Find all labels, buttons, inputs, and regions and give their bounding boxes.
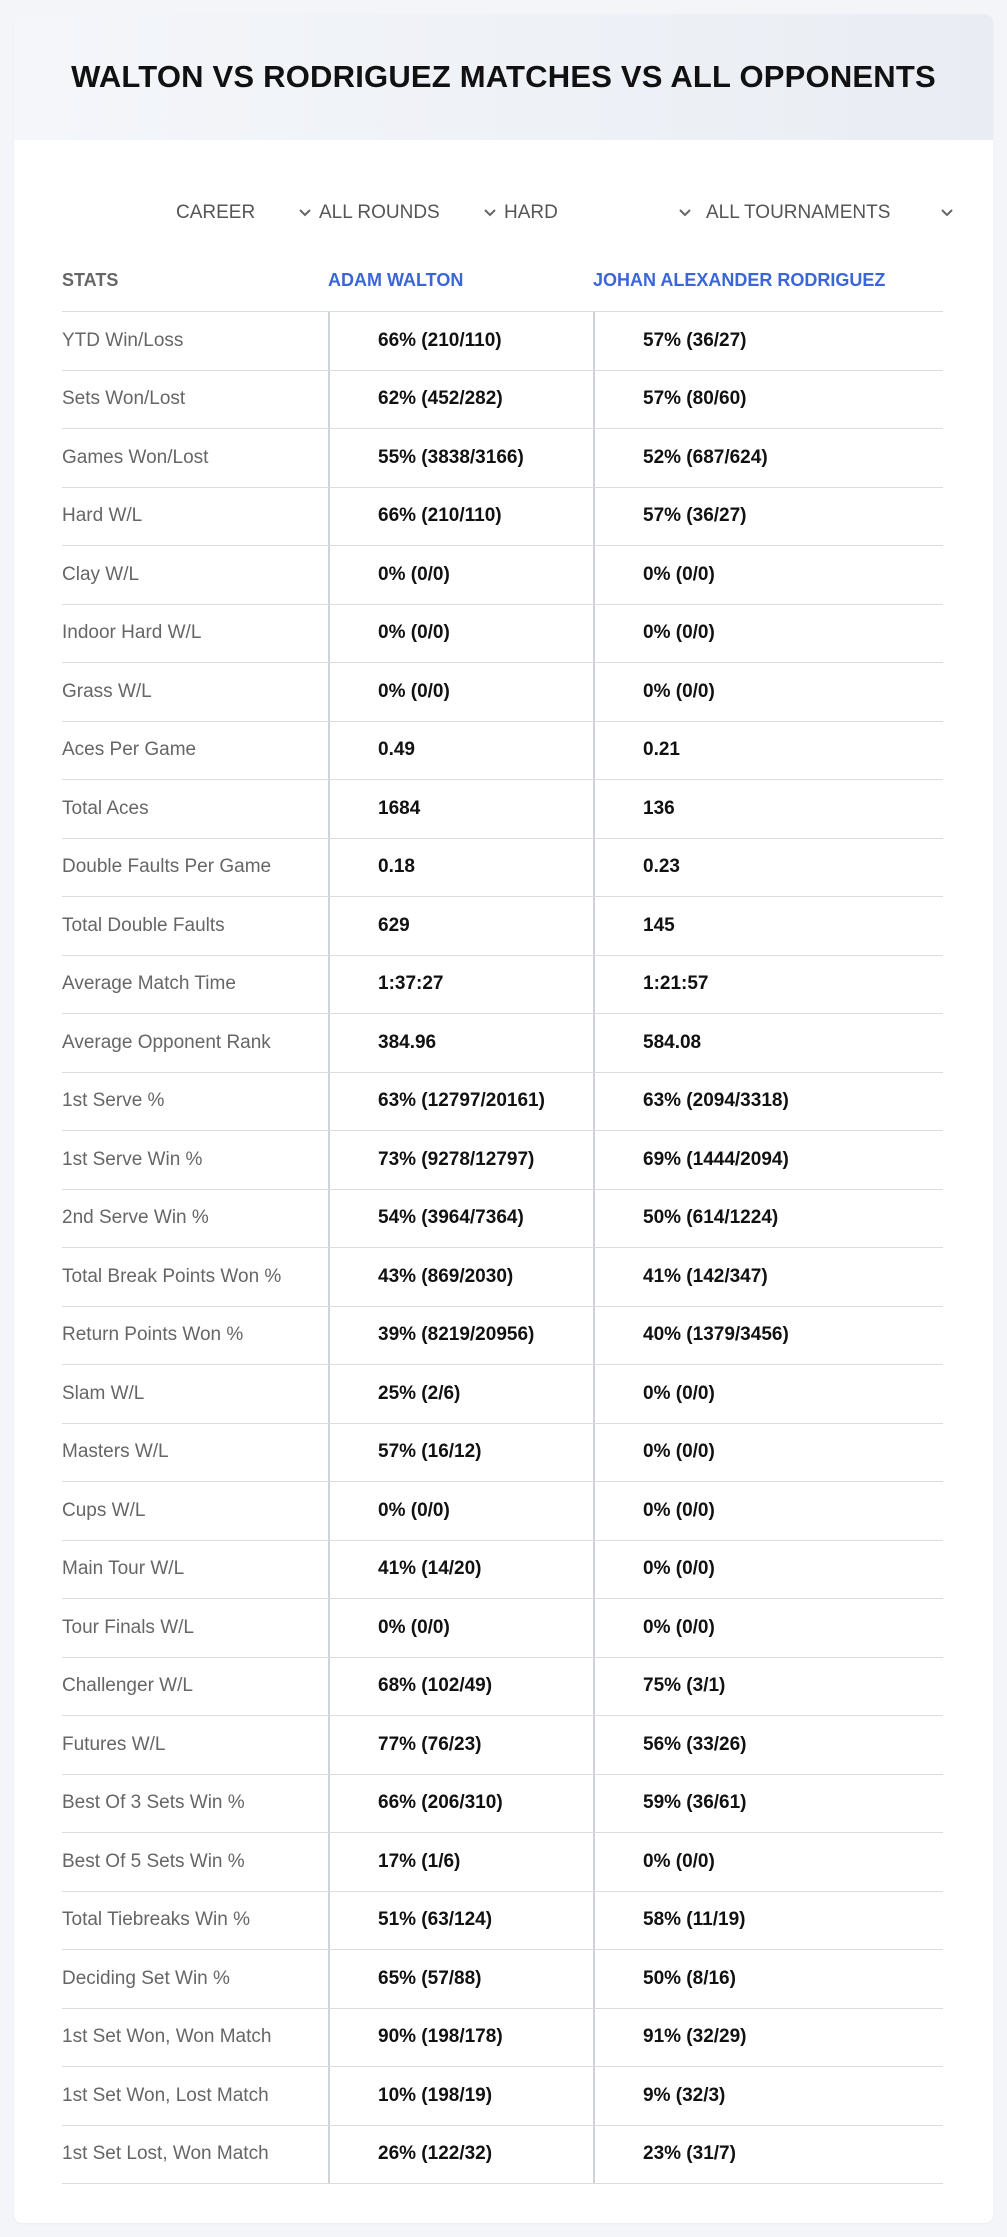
player2-value: 69% (1444/2094)	[593, 1131, 943, 1189]
stat-label: Tour Finals W/L	[62, 1616, 194, 1638]
stat-label: Aces Per Game	[62, 739, 197, 761]
tournaments-filter-select[interactable]	[706, 202, 956, 224]
table-row	[62, 546, 943, 605]
player1-value: 39% (8219/20956)	[328, 1307, 593, 1365]
stat-label: Games Won/Lost	[62, 446, 209, 468]
player1-value: 66% (210/110)	[328, 312, 593, 370]
table-row	[62, 1131, 943, 1190]
table-row	[62, 897, 943, 956]
table-row	[62, 722, 943, 781]
player2-value: 145	[593, 897, 943, 955]
player1-column-header[interactable]: ADAM WALTON	[328, 270, 464, 290]
player1-value: 43% (869/2030)	[328, 1248, 593, 1306]
player2-value: 0% (0/0)	[593, 663, 943, 721]
player2-value: 9% (32/3)	[593, 2067, 943, 2125]
career-filter-select[interactable]	[176, 202, 314, 224]
chevron-down-icon	[938, 204, 956, 222]
stat-label: Total Aces	[62, 797, 149, 819]
player1-value: 51% (63/124)	[328, 1892, 593, 1950]
table-body	[62, 312, 943, 2184]
rounds-filter-value: ALL ROUNDS	[319, 202, 440, 223]
table-row	[62, 839, 943, 898]
stat-label: 1st Serve Win %	[62, 1148, 203, 1170]
player1-value: 63% (12797/20161)	[328, 1073, 593, 1131]
table-row	[62, 371, 943, 430]
surface-filter-select[interactable]	[504, 202, 694, 224]
stat-label: Main Tour W/L	[62, 1558, 185, 1580]
table-row	[62, 1950, 943, 2009]
stat-label: Hard W/L	[62, 505, 143, 527]
player1-value: 62% (452/282)	[328, 371, 593, 429]
rounds-filter-select[interactable]	[319, 202, 499, 224]
player1-value: 1684	[328, 780, 593, 838]
stat-label: 1st Serve %	[62, 1090, 165, 1112]
player1-value: 90% (198/178)	[328, 2009, 593, 2067]
chevron-down-icon	[676, 204, 694, 222]
player2-value: 136	[593, 780, 943, 838]
player1-value: 57% (16/12)	[328, 1424, 593, 1482]
table-row	[62, 312, 943, 371]
stat-label: Indoor Hard W/L	[62, 622, 202, 644]
player1-value: 1:37:27	[328, 956, 593, 1014]
player2-value: 0% (0/0)	[593, 605, 943, 663]
table-row	[62, 2126, 943, 2185]
player1-value: 25% (2/6)	[328, 1365, 593, 1423]
player2-value: 0% (0/0)	[593, 1541, 943, 1599]
filter-bar	[14, 186, 993, 254]
table-row	[62, 1658, 943, 1717]
player1-value: 384.96	[328, 1014, 593, 1072]
player2-value: 0% (0/0)	[593, 546, 943, 604]
player1-value: 65% (57/88)	[328, 1950, 593, 2008]
stat-label: Sets Won/Lost	[62, 388, 186, 410]
player1-value: 77% (76/23)	[328, 1716, 593, 1774]
stat-label: Average Opponent Rank	[62, 1031, 271, 1053]
player1-value: 54% (3964/7364)	[328, 1190, 593, 1248]
player2-value: 584.08	[593, 1014, 943, 1072]
player1-value: 629	[328, 897, 593, 955]
stat-label: Total Break Points Won %	[62, 1265, 282, 1287]
player1-value: 17% (1/6)	[328, 1833, 593, 1891]
table-row	[62, 1307, 943, 1366]
stat-label: Grass W/L	[62, 680, 152, 702]
stat-label: Best Of 3 Sets Win %	[62, 1792, 245, 1814]
table-row	[62, 1541, 943, 1600]
player1-value: 0% (0/0)	[328, 1599, 593, 1657]
stat-label: Return Points Won %	[62, 1324, 244, 1346]
player2-value: 56% (33/26)	[593, 1716, 943, 1774]
table-row	[62, 1365, 943, 1424]
stat-label: Cups W/L	[62, 1499, 146, 1521]
table-row	[62, 1424, 943, 1483]
player2-value: 50% (614/1224)	[593, 1190, 943, 1248]
table-row	[62, 1482, 943, 1541]
stat-label: Double Faults Per Game	[62, 856, 272, 878]
stats-table	[62, 254, 943, 2184]
stat-label: YTD Win/Loss	[62, 329, 184, 351]
table-row	[62, 2009, 943, 2068]
player2-value: 57% (36/27)	[593, 312, 943, 370]
player1-value: 0.49	[328, 722, 593, 780]
player1-value: 10% (198/19)	[328, 2067, 593, 2125]
player2-value: 75% (3/1)	[593, 1658, 943, 1716]
stat-label: Total Double Faults	[62, 914, 225, 936]
stat-label: 2nd Serve Win %	[62, 1207, 209, 1229]
table-row	[62, 429, 943, 488]
stat-label: Futures W/L	[62, 1733, 166, 1755]
player2-value: 58% (11/19)	[593, 1892, 943, 1950]
player2-value: 91% (32/29)	[593, 2009, 943, 2067]
table-row	[62, 1190, 943, 1249]
player1-value: 0% (0/0)	[328, 546, 593, 604]
stat-label: 1st Set Won, Won Match	[62, 2026, 272, 2048]
table-row	[62, 605, 943, 664]
table-row	[62, 1833, 943, 1892]
player2-value: 63% (2094/3318)	[593, 1073, 943, 1131]
table-row	[62, 488, 943, 547]
stat-label: 1st Set Lost, Won Match	[62, 2143, 269, 2165]
stat-label: Total Tiebreaks Win %	[62, 1909, 250, 1931]
player1-value: 0.18	[328, 839, 593, 897]
stat-label: Average Match Time	[62, 973, 236, 995]
chevron-down-icon	[481, 204, 499, 222]
table-row	[62, 663, 943, 722]
player1-value: 55% (3838/3166)	[328, 429, 593, 487]
player1-value: 0% (0/0)	[328, 663, 593, 721]
player2-column-header[interactable]: JOHAN ALEXANDER RODRIGUEZ	[593, 270, 886, 290]
table-row	[62, 1014, 943, 1073]
table-row	[62, 956, 943, 1015]
player1-value: 41% (14/20)	[328, 1541, 593, 1599]
stats-column-header: STATS	[62, 270, 119, 290]
player1-value: 26% (122/32)	[328, 2126, 593, 2184]
table-row	[62, 780, 943, 839]
player2-value: 41% (142/347)	[593, 1248, 943, 1306]
player2-value: 0% (0/0)	[593, 1599, 943, 1657]
player2-value: 57% (36/27)	[593, 488, 943, 546]
player2-value: 0% (0/0)	[593, 1365, 943, 1423]
stat-label: Slam W/L	[62, 1382, 145, 1404]
player1-value: 68% (102/49)	[328, 1658, 593, 1716]
player1-value: 73% (9278/12797)	[328, 1131, 593, 1189]
table-row	[62, 2067, 943, 2126]
stat-label: Masters W/L	[62, 1441, 169, 1463]
chevron-down-icon	[296, 204, 314, 222]
stat-label: Best Of 5 Sets Win %	[62, 1850, 245, 1872]
stat-label: Deciding Set Win %	[62, 1967, 230, 1989]
player2-value: 52% (687/624)	[593, 429, 943, 487]
player2-value: 0.23	[593, 839, 943, 897]
player2-value: 1:21:57	[593, 956, 943, 1014]
table-row	[62, 1073, 943, 1132]
player2-value: 0% (0/0)	[593, 1424, 943, 1482]
player2-value: 0% (0/0)	[593, 1482, 943, 1540]
player1-value: 0% (0/0)	[328, 1482, 593, 1540]
player1-value: 0% (0/0)	[328, 605, 593, 663]
stat-label: 1st Set Won, Lost Match	[62, 2084, 269, 2106]
page-title: WALTON VS RODRIGUEZ MATCHES VS ALL OPPONENTS	[71, 59, 936, 94]
player2-value: 59% (36/61)	[593, 1775, 943, 1833]
career-filter-value: CAREER	[176, 202, 256, 223]
player1-value: 66% (206/310)	[328, 1775, 593, 1833]
page-header	[14, 14, 993, 140]
surface-filter-value: HARD	[504, 202, 558, 223]
player1-value: 66% (210/110)	[328, 488, 593, 546]
tournaments-filter-value: ALL TOURNAMENTS	[706, 202, 891, 223]
table-row	[62, 1716, 943, 1775]
stat-label: Clay W/L	[62, 563, 140, 585]
stat-label: Challenger W/L	[62, 1675, 193, 1697]
player2-value: 40% (1379/3456)	[593, 1307, 943, 1365]
player2-value: 0% (0/0)	[593, 1833, 943, 1891]
table-header	[62, 254, 943, 312]
player2-value: 0.21	[593, 722, 943, 780]
player2-value: 50% (8/16)	[593, 1950, 943, 2008]
player2-value: 57% (80/60)	[593, 371, 943, 429]
table-row	[62, 1775, 943, 1834]
table-row	[62, 1248, 943, 1307]
table-row	[62, 1892, 943, 1951]
player2-value: 23% (31/7)	[593, 2126, 943, 2184]
stats-card	[14, 14, 993, 2223]
table-row	[62, 1599, 943, 1658]
